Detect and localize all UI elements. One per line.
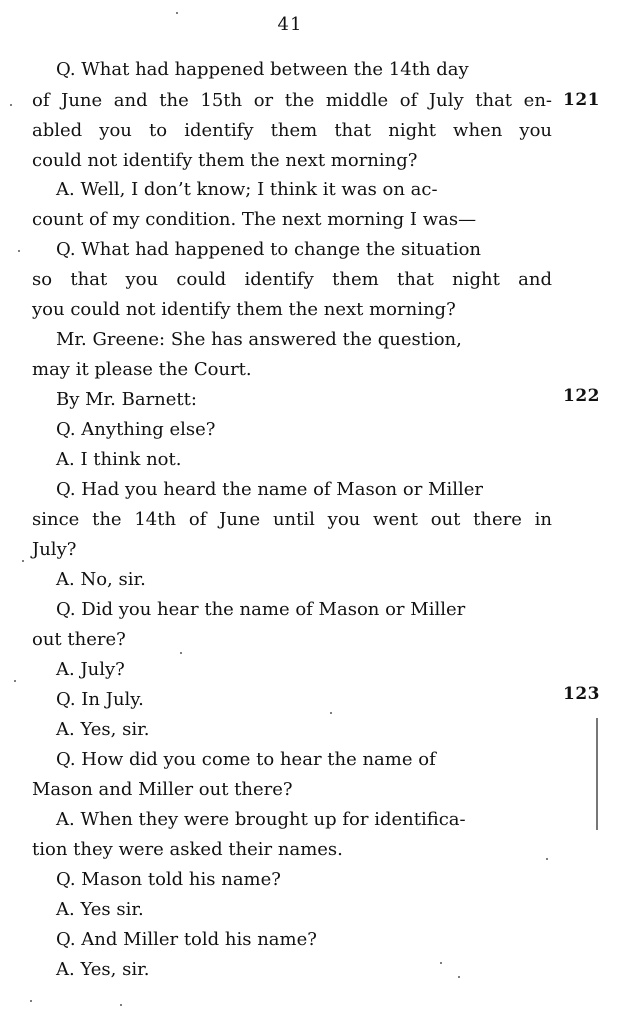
transcript-line: By Mr. Barnett: (56, 389, 197, 410)
scan-speck (330, 712, 332, 714)
margin-note-122: 122 (563, 386, 600, 406)
transcript-line: July? (32, 539, 77, 560)
transcript-line: tion they were asked their names. (32, 839, 343, 860)
scan-speck (458, 976, 460, 978)
scan-speck (120, 1004, 122, 1006)
transcript-line: A. July? (56, 659, 125, 680)
scan-speck (10, 104, 12, 106)
margin-note-121: 121 (563, 90, 600, 110)
transcript-line: since the 14th of June until you went out there in (32, 509, 552, 530)
transcript-line: Q. Mason told his name? (56, 869, 281, 890)
transcript-line: Q. Anything else? (56, 419, 216, 440)
transcript-line: Q. Had you heard the name of Mason or Miller (56, 479, 483, 500)
margin-bracket (596, 718, 598, 830)
scan-speck (30, 1000, 32, 1002)
transcript-line: Mr. Greene: She has answered the question, (56, 329, 462, 350)
transcript-line: A. Yes, sir. (56, 719, 150, 740)
transcript-line: A. Yes, sir. (56, 959, 150, 980)
transcript-line: could not identify them the next morning? (32, 150, 418, 171)
transcript-line: Q. Did you hear the name of Mason or Miller (56, 599, 466, 620)
transcript-line: may it please the Court. (32, 359, 252, 380)
transcript-line: A. When they were brought up for identifica- (56, 809, 466, 830)
transcript-line: you could not identify them the next morning? (32, 299, 456, 320)
transcript-line: abled you to identify them that night when you (32, 120, 552, 141)
scan-speck (546, 858, 548, 860)
transcript-line: out there? (32, 629, 126, 650)
transcript-line: A. Well, I don’t know; I think it was on ac- (56, 179, 438, 200)
transcript-line: A. No, sir. (56, 569, 146, 590)
scan-speck (18, 250, 20, 252)
transcript-line: of June and the 15th or the middle of July that en- (32, 90, 552, 111)
transcript-line: Q. What had happened between the 14th day (56, 59, 469, 80)
scan-speck (14, 680, 16, 682)
scan-speck (180, 652, 182, 654)
transcript-line: Mason and Miller out there? (32, 779, 293, 800)
page-number: 41 (277, 14, 303, 35)
transcript-line: A. Yes sir. (56, 899, 144, 920)
transcript-line: Q. How did you come to hear the name of (56, 749, 436, 770)
transcript-line: Q. What had happened to change the situation (56, 239, 482, 260)
scan-speck (440, 962, 442, 964)
scan-speck (176, 12, 178, 14)
margin-note-123: 123 (563, 684, 600, 704)
transcript-line: Q. In July. (56, 689, 144, 710)
transcript-line: count of my condition. The next morning I was— (32, 209, 477, 230)
transcript-line: Q. And Miller told his name? (56, 929, 317, 950)
scan-speck (22, 560, 24, 562)
transcript-line: A. I think not. (56, 449, 182, 470)
transcript-line: so that you could identify them that night and (32, 269, 552, 290)
